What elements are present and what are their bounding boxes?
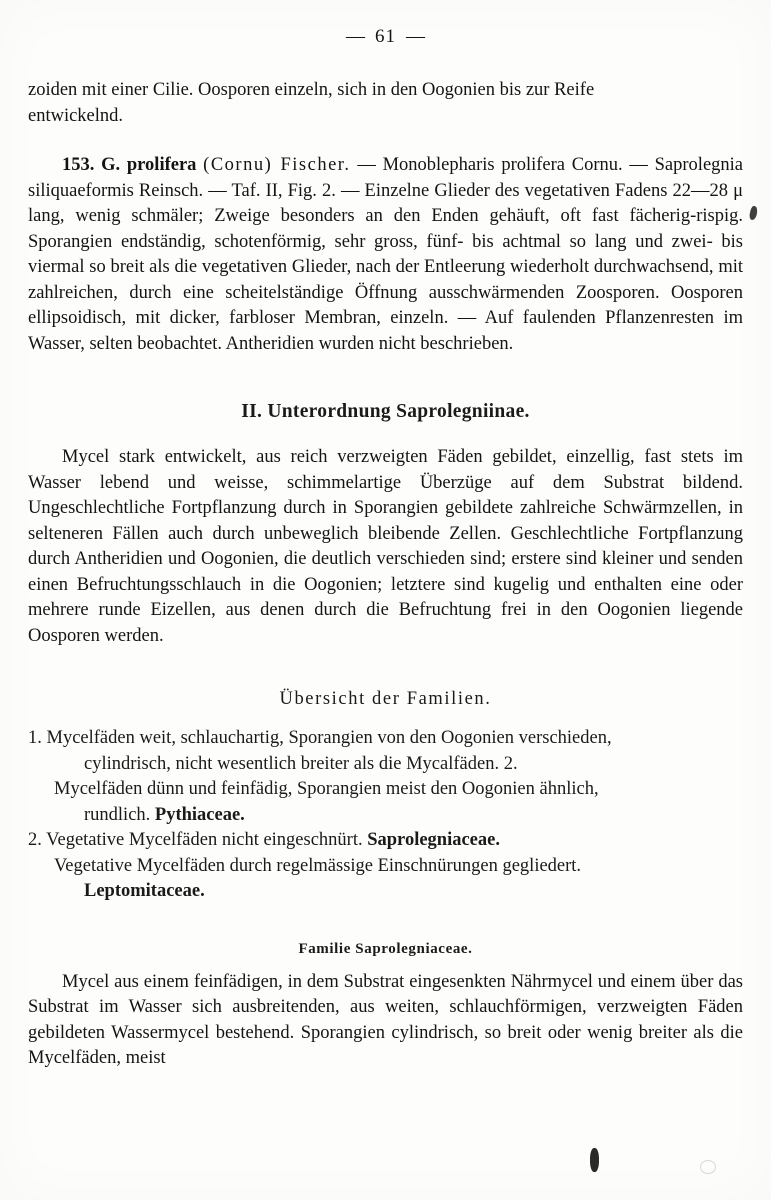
key-2-family-leptomitaceae: Leptomitaceae.: [84, 881, 205, 901]
heading-family-key: Übersicht der Familien.: [279, 689, 492, 709]
heading-suborder: II. Unterordnung Saprolegniinae.: [241, 401, 530, 422]
key-2-family-saprolegniaceae: Saprolegniaceae.: [367, 830, 500, 850]
entry-description: Einzelne Glieder des vegetativen Fadens 22—28 μ lang, wenig schmäler; Zweige besonders an den Enden gehäuft, oft fast fächerig-rispig. Sporangien endständig, schotenförmig, sehr gross, fünf- bis achtmal so lang und zwei- bis viermal so breit als die vegetativen Glieder, nach der Entleerung wiederholt durchwachsend, mit zahlreichen, durch eine scheitelständige Öffnung ausschwärmenden Zoosporen. Oosporen ellipsoidisch, mit dicker, farbloser Membran, einzeln. — Auf faulenden Pflanzenresten im Wasser, selten beobachtet. Antheridien wurden nicht beschrieben.: [28, 180, 743, 354]
key-1-marker: 1.: [28, 728, 42, 748]
entry-dash: —: [357, 155, 376, 175]
key-2-line-b: Vegetative Mycelfäden durch regelmässige Einschnürungen gegliedert.: [54, 855, 582, 876]
species-entry-paragraph: [28, 153, 743, 357]
folio-right-dash: —: [406, 26, 425, 47]
ink-ring-bottom-right: [700, 1160, 716, 1174]
key-entry-1-alt-cont: [28, 803, 743, 829]
ink-smudge-bottom: [590, 1148, 599, 1172]
ink-smudge-right: [748, 205, 758, 220]
family-description: Mycel aus einem feinfädigen, in dem Substrat eingesenkten Nährmycel und einem über das Substrat im Wasser sich ausbreitenden, aus weiten, schlauchförmigen, verzweigten Fäden gebildeten Wassermycel bestehend. Sporangien cylindrisch, so breit oder wenig breiter als die Mycelfäden, meist: [28, 971, 743, 1068]
entry-species-name: G. prolifera: [101, 155, 197, 175]
key-1-line-a: Mycelfäden weit, schlauchartig, Sporangien von den Oogonien verschieden,: [46, 728, 612, 748]
folio-number: 61: [375, 26, 396, 47]
key-entry-2-alt-cont: [28, 879, 743, 905]
family-description-block: [28, 970, 743, 1072]
folio-left-dash: —: [346, 26, 365, 47]
heading-family-saprolegniaceae: Familie Saprolegniaceae.: [298, 940, 473, 957]
top-paragraph-block: [28, 78, 743, 129]
suborder-description: Mycel stark entwickelt, aus reich verzweigten Fäden gebildet, einzellig, fast stets im Wasser lebend und weisse, schimmelartige Überzüge auf dem Substrat bildend. Ungeschlechtliche Fortpflanzung durch in Sporangien gebildete zahlreiche Schwärmzellen, in selteneren Fällen auch durch unbeweglich bleibende Zellen. Geschlechtliche Fortpflanzung durch Antheridien und Oogonien, die deutlich verschieden sind; erstere sind kleiner und senden einen Befruchtungsschlauch in die Oogonien; letztere sind kugelig und enthalten eine oder mehrere runde Eizellen, aus denen durch die Befruchtung frei in den Oogonien liegende Oosporen werden.: [28, 447, 743, 646]
suborder-description-block: [28, 445, 743, 649]
key-entry-2: [28, 828, 743, 854]
continuation-line-1: zoiden mit einer Cilie. Oosporen einzeln, sich in den Oogonien bis zur Reife: [28, 80, 595, 100]
key-2-line-a-prefix: Vegetative Mycelfäden nicht eingeschnürt.: [46, 830, 363, 850]
entry-synonym-2: — Saprolegnia siliquaeformis Reinsch. — Taf. II, Fig. 2. —: [28, 155, 744, 201]
key-entry-1-alt: [28, 777, 743, 803]
key-1-family-pythiaceae: Pythiaceae.: [154, 804, 245, 825]
key-1-line-b: cylindrisch, nicht wesentlich breiter als die Mycalfäden. 2.: [84, 753, 518, 774]
continuation-line-2: entwickelnd.: [28, 105, 124, 126]
key-entry-1-cont: [28, 752, 743, 778]
key-entry-2-alt: [28, 854, 743, 880]
entry-author: (Cornu) Fischer.: [203, 155, 351, 175]
key-2-marker: 2.: [28, 830, 42, 850]
entry-synonym-1: Monoblepharis prolifera Cornu.: [382, 155, 623, 175]
key-1-line-c: Mycelfäden dünn und feinfädig, Sporangien meist den Oogonien ähnlich,: [54, 779, 599, 799]
key-entry-1: [28, 726, 743, 752]
page-content: [28, 26, 743, 1072]
page-folio: [28, 26, 743, 48]
entry-number: 153.: [62, 155, 95, 175]
family-key-list: [28, 726, 743, 905]
key-1-line-d-prefix: rundlich.: [84, 804, 151, 825]
species-entry-153: [28, 153, 743, 357]
